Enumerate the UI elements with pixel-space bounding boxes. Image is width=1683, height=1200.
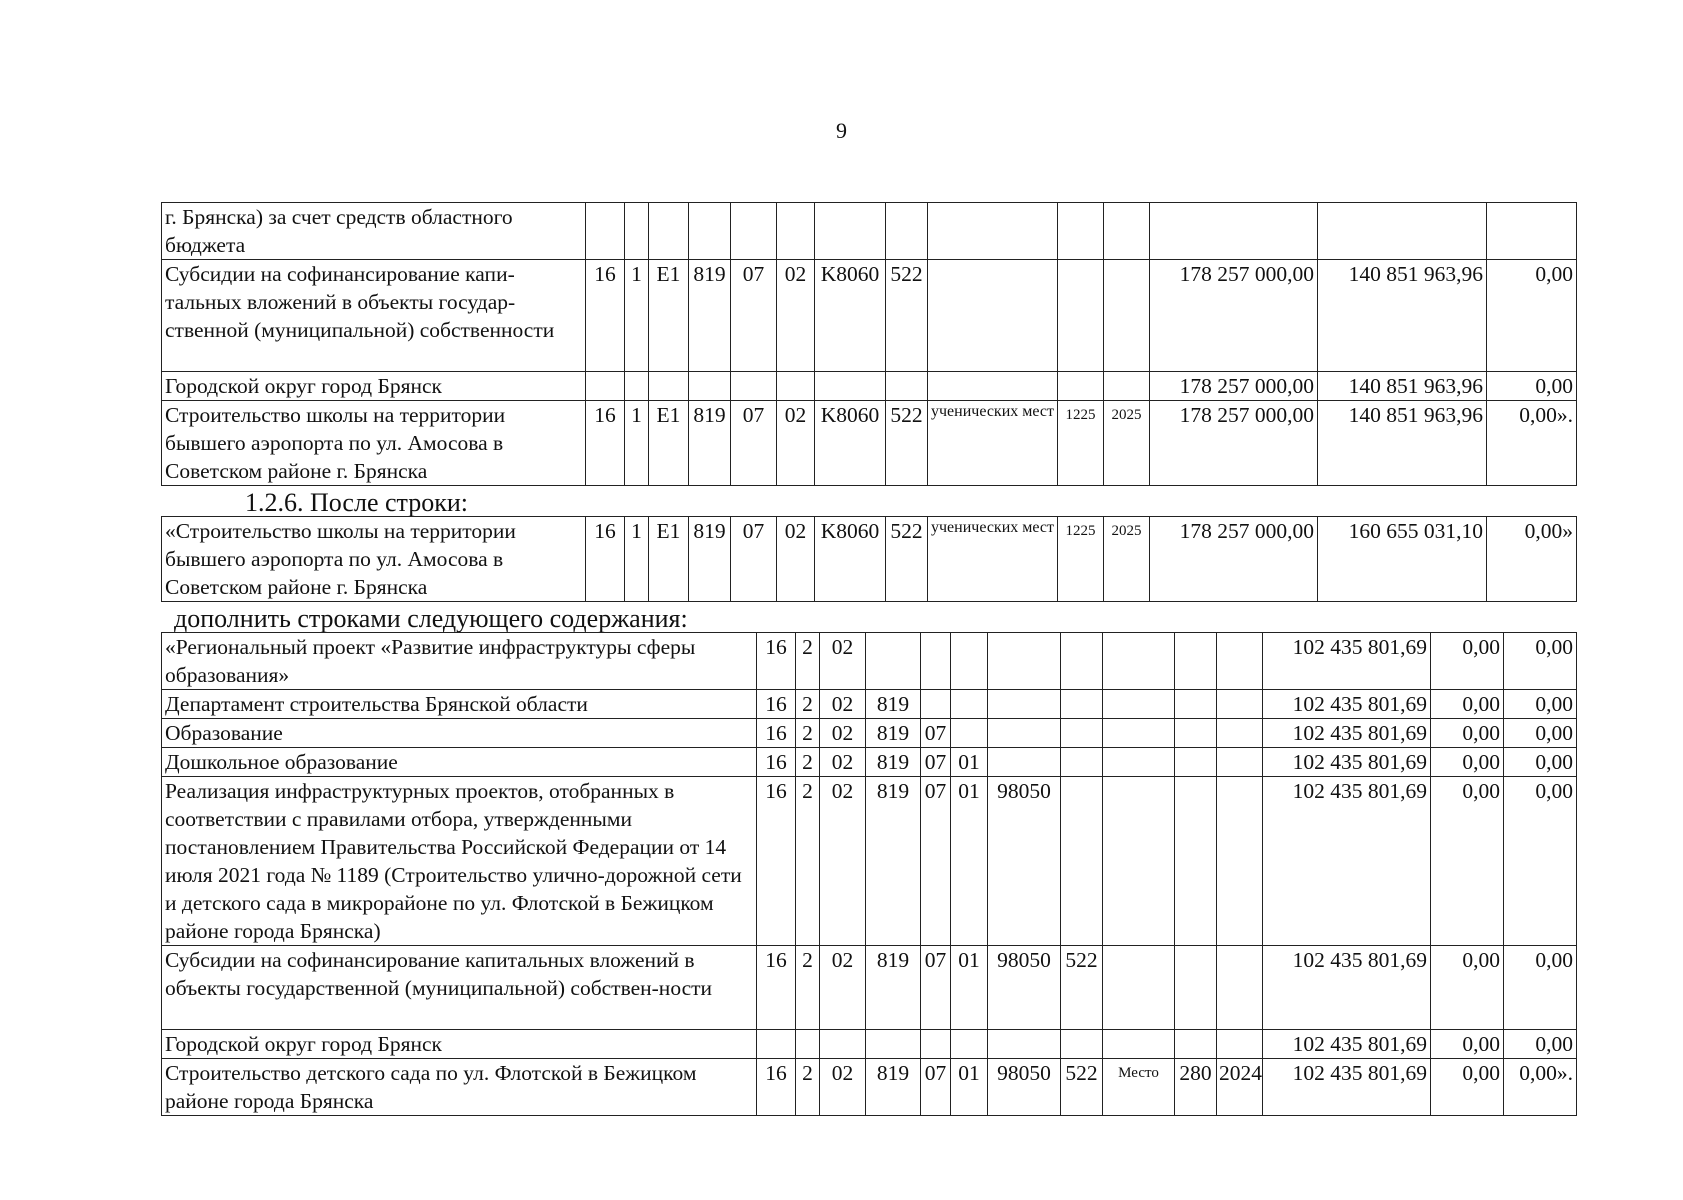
table-cell: 16: [757, 946, 796, 1030]
table-cell: 102 435 801,69: [1263, 690, 1431, 719]
table-cell: 2: [796, 946, 820, 1030]
table-cell: 178 257 000,00: [1150, 517, 1318, 602]
row-label-cell: «Строительство школы на территории бывшего аэропорта по ул. Амосова в Советском районе г. Брянска: [162, 517, 586, 602]
table-cell: 16: [757, 748, 796, 777]
table-cell: [1175, 946, 1217, 1030]
table-cell: [866, 1030, 921, 1059]
table-cell: 01: [951, 777, 988, 946]
table-cell: 02: [820, 1059, 866, 1116]
table-cell: 02: [820, 946, 866, 1030]
table-cell: [1318, 203, 1487, 260]
table-cell: 0,00: [1487, 372, 1577, 401]
table-cell: 140 851 963,96: [1318, 372, 1487, 401]
table-cell: [1217, 1030, 1263, 1059]
table-cell: 160 655 031,10: [1318, 517, 1487, 602]
table-cell: 2: [796, 748, 820, 777]
table-cell: [1217, 946, 1263, 1030]
table-cell: [1104, 203, 1150, 260]
table-cell: K8060: [815, 260, 886, 372]
row-label-cell: Субсидии на софинансирование капи-тальных вложений в объекты государ-ственной (муниципальной) собственности: [162, 260, 586, 372]
table-cell: 1: [625, 517, 649, 602]
row-label-cell: Строительство школы на территории бывшего аэропорта по ул. Амосова в Советском районе г. Брянска: [162, 401, 586, 486]
table-cell: [988, 719, 1061, 748]
table-cell: [921, 633, 951, 690]
table-cell: 2025: [1104, 517, 1150, 602]
table-cell: 16: [757, 633, 796, 690]
table-cell: 01: [951, 748, 988, 777]
table-row: [162, 1030, 1577, 1059]
table-cell: 819: [866, 748, 921, 777]
table-cell: [1217, 633, 1263, 690]
table-cell: [1103, 690, 1175, 719]
table-cell: 02: [820, 748, 866, 777]
table-cell: 819: [689, 260, 731, 372]
table-cell: 16: [586, 260, 625, 372]
table-cell: 0,00: [1504, 633, 1577, 690]
table-cell: [1058, 260, 1104, 372]
table-row: [162, 260, 1577, 372]
table-cell: [1061, 719, 1103, 748]
budget-table-continuation: [161, 202, 1577, 486]
table-cell: 819: [866, 690, 921, 719]
table-cell: 2024: [1217, 1059, 1263, 1116]
table-cell: 819: [866, 777, 921, 946]
table-cell: 2: [796, 777, 820, 946]
table-cell: 07: [921, 946, 951, 1030]
table-cell: 2: [796, 1059, 820, 1116]
table-cell: 1: [625, 260, 649, 372]
table-cell: [1104, 260, 1150, 372]
table-cell: 0,00: [1431, 719, 1504, 748]
table-cell: [649, 203, 689, 260]
table-cell: [1103, 1030, 1175, 1059]
table-cell: 178 257 000,00: [1150, 372, 1318, 401]
table-cell: [1061, 690, 1103, 719]
table-row: [162, 517, 1577, 602]
table-cell: [1103, 633, 1175, 690]
table-cell: 178 257 000,00: [1150, 401, 1318, 486]
table-cell: 07: [921, 777, 951, 946]
table-cell: [757, 1030, 796, 1059]
row-label-cell: г. Брянска) за счет средств областного бюджета: [162, 203, 586, 260]
table-cell: E1: [649, 517, 689, 602]
table-row: [162, 401, 1577, 486]
table-cell: [625, 372, 649, 401]
table-cell: 102 435 801,69: [1263, 633, 1431, 690]
table-cell: 02: [820, 633, 866, 690]
section-heading-1-2-6: 1.2.6. После строки:: [245, 488, 468, 517]
table-cell: [586, 372, 625, 401]
table-cell: 102 435 801,69: [1263, 719, 1431, 748]
table-cell: [689, 372, 731, 401]
table-cell: [1217, 748, 1263, 777]
table-cell: [1175, 1030, 1217, 1059]
table-cell: 07: [921, 748, 951, 777]
table-row: [162, 1059, 1577, 1116]
table-cell: 02: [820, 719, 866, 748]
table-cell: 140 851 963,96: [1318, 401, 1487, 486]
table-cell: 16: [586, 517, 625, 602]
table-cell: [1175, 633, 1217, 690]
table-cell: [1175, 719, 1217, 748]
table-cell: 819: [689, 517, 731, 602]
table-cell: 819: [866, 719, 921, 748]
table-cell: K8060: [815, 401, 886, 486]
budget-table-replaced-row: [161, 516, 1577, 602]
table-cell: 1: [625, 401, 649, 486]
table-row: [162, 203, 1577, 260]
table-cell: 0,00: [1504, 748, 1577, 777]
table-cell: [1058, 203, 1104, 260]
table-cell: 0,00: [1431, 748, 1504, 777]
table-cell: [886, 372, 928, 401]
table-cell: [921, 1030, 951, 1059]
row-label-cell: Субсидии на софинансирование капитальных вложений в объекты государственной (муниципальной) собствен-ности: [162, 946, 757, 1030]
table-cell: [928, 372, 1058, 401]
table-cell: 16: [586, 401, 625, 486]
table-cell: 0,00: [1504, 946, 1577, 1030]
table-cell: [951, 719, 988, 748]
table-cell: [928, 203, 1058, 260]
table-cell: 02: [820, 690, 866, 719]
table-cell: 1225: [1058, 517, 1104, 602]
table-cell: [988, 1030, 1061, 1059]
table-cell: 16: [757, 1059, 796, 1116]
table-cell: [777, 203, 815, 260]
table-cell: 2: [796, 633, 820, 690]
table-cell: [866, 633, 921, 690]
row-label-cell: Строительство детского сада по ул. Флотской в Бежицком районе города Брянска: [162, 1059, 757, 1116]
budget-table-new-rows: [161, 632, 1577, 1116]
table-cell: [1217, 690, 1263, 719]
table-cell: 102 435 801,69: [1263, 946, 1431, 1030]
table-cell: [1061, 1030, 1103, 1059]
table-cell: 98050: [988, 946, 1061, 1030]
table-cell: 0,00: [1431, 690, 1504, 719]
table-cell: 102 435 801,69: [1263, 748, 1431, 777]
table-cell: E1: [649, 260, 689, 372]
table-cell: [1104, 372, 1150, 401]
table-cell: 2: [796, 719, 820, 748]
table-cell: 522: [1061, 946, 1103, 1030]
section-heading-supplement: дополнить строками следующего содержания:: [174, 604, 688, 633]
row-label-cell: Городской округ город Брянск: [162, 1030, 757, 1059]
table-cell: [928, 260, 1058, 372]
table-cell: 522: [1061, 1059, 1103, 1116]
row-label-cell: «Региональный проект «Развитие инфраструктуры сферы образования»: [162, 633, 757, 690]
table-cell: [951, 633, 988, 690]
table-cell: 140 851 963,96: [1318, 260, 1487, 372]
table-cell: [1058, 372, 1104, 401]
table-cell: 0,00: [1504, 777, 1577, 946]
table-row: [162, 372, 1577, 401]
table-cell: 2025: [1104, 401, 1150, 486]
table-cell: [1175, 748, 1217, 777]
table-cell: 98050: [988, 777, 1061, 946]
table-cell: [1217, 719, 1263, 748]
table-cell: 02: [777, 401, 815, 486]
table-cell: 522: [886, 517, 928, 602]
table-cell: 0,00: [1431, 633, 1504, 690]
table-cell: 1225: [1058, 401, 1104, 486]
table-row: [162, 777, 1577, 946]
table-cell: 0,00».: [1504, 1059, 1577, 1116]
table-cell: 819: [866, 946, 921, 1030]
table-cell: [820, 1030, 866, 1059]
table-cell: 819: [866, 1059, 921, 1116]
table-cell: [886, 203, 928, 260]
table-cell: 16: [757, 690, 796, 719]
table-cell: 07: [921, 719, 951, 748]
table-cell: [1175, 777, 1217, 946]
table-cell: 522: [886, 401, 928, 486]
table-cell: [1175, 690, 1217, 719]
table-cell: 0,00»: [1487, 517, 1577, 602]
table-cell: 102 435 801,69: [1263, 777, 1431, 946]
table-cell: ученических мест: [928, 517, 1058, 602]
table-cell: [649, 372, 689, 401]
table-cell: [1061, 748, 1103, 777]
table-cell: [951, 1030, 988, 1059]
table-cell: 02: [777, 517, 815, 602]
table-cell: 07: [731, 401, 777, 486]
table-cell: [1103, 946, 1175, 1030]
table-cell: 0,00: [1431, 946, 1504, 1030]
table-cell: 0,00: [1504, 690, 1577, 719]
row-label-cell: Городской округ город Брянск: [162, 372, 586, 401]
table-row: [162, 946, 1577, 1030]
table-cell: [1061, 777, 1103, 946]
table-cell: 0,00: [1431, 1059, 1504, 1116]
table-row: [162, 633, 1577, 690]
table-cell: 16: [757, 719, 796, 748]
table-cell: 178 257 000,00: [1150, 260, 1318, 372]
table-cell: 02: [820, 777, 866, 946]
table-cell: 07: [731, 517, 777, 602]
table-cell: 0,00: [1487, 260, 1577, 372]
table-cell: 0,00».: [1487, 401, 1577, 486]
table-cell: [731, 203, 777, 260]
table-cell: 102 435 801,69: [1263, 1059, 1431, 1116]
table-row: [162, 719, 1577, 748]
table-cell: [1217, 777, 1263, 946]
row-label-cell: Департамент строительства Брянской области: [162, 690, 757, 719]
table-cell: [988, 748, 1061, 777]
table-cell: ученических мест: [928, 401, 1058, 486]
table-row: [162, 690, 1577, 719]
table-cell: 01: [951, 1059, 988, 1116]
table-cell: [586, 203, 625, 260]
table-cell: [921, 690, 951, 719]
table-cell: 98050: [988, 1059, 1061, 1116]
table-cell: 819: [689, 401, 731, 486]
row-label-cell: Образование: [162, 719, 757, 748]
table-cell: 0,00: [1431, 1030, 1504, 1059]
table-cell: [951, 690, 988, 719]
table-cell: [1103, 719, 1175, 748]
table-cell: [815, 372, 886, 401]
table-cell: [988, 633, 1061, 690]
table-cell: [1103, 777, 1175, 946]
table-cell: E1: [649, 401, 689, 486]
table-cell: [1103, 748, 1175, 777]
table-cell: [1487, 203, 1577, 260]
table-cell: [731, 372, 777, 401]
row-label-cell: Реализация инфраструктурных проектов, отобранных в соответствии с правилами отбора, утвержденными постановлением Правительства Российской Федерации от 14 июля 2021 года № 1189 (Строительство улично-дорожной сети и детского сада в микрорайоне по ул. Флотской в Бежицком районе города Брянска): [162, 777, 757, 946]
table-cell: [1061, 633, 1103, 690]
table-cell: [1150, 203, 1318, 260]
table-cell: 0,00: [1431, 777, 1504, 946]
table-cell: [777, 372, 815, 401]
page-number: 9: [836, 118, 847, 143]
table-cell: [815, 203, 886, 260]
table-cell: 01: [951, 946, 988, 1030]
table-row: [162, 748, 1577, 777]
table-cell: [796, 1030, 820, 1059]
table-cell: 07: [921, 1059, 951, 1116]
table-cell: K8060: [815, 517, 886, 602]
table-cell: 280: [1175, 1059, 1217, 1116]
table-cell: 0,00: [1504, 719, 1577, 748]
table-cell: [625, 203, 649, 260]
table-cell: 0,00: [1504, 1030, 1577, 1059]
row-label-cell: Дошкольное образование: [162, 748, 757, 777]
table-cell: 2: [796, 690, 820, 719]
table-cell: [689, 203, 731, 260]
table-cell: 102 435 801,69: [1263, 1030, 1431, 1059]
table-cell: [988, 690, 1061, 719]
table-cell: Место: [1103, 1059, 1175, 1116]
table-cell: 07: [731, 260, 777, 372]
table-cell: 02: [777, 260, 815, 372]
table-cell: 16: [757, 777, 796, 946]
table-cell: 522: [886, 260, 928, 372]
